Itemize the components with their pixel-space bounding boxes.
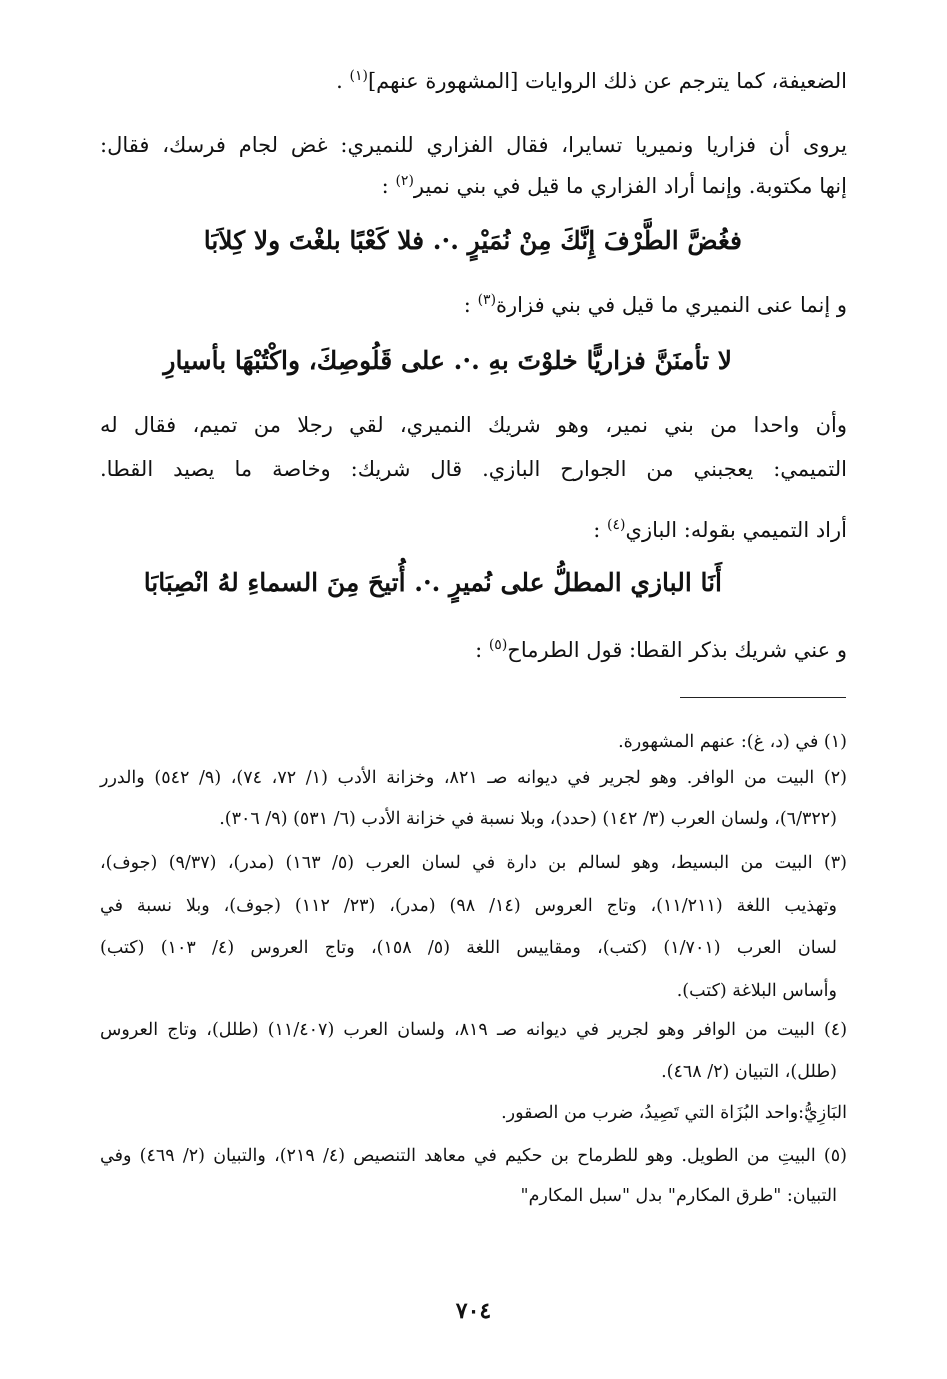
body-line-1 (100, 66, 847, 96)
body-line-7 (100, 515, 847, 545)
footnote-4-gloss: البَازِيُّ:واحد البُزَاة التي تَصِيدُ، ضرب من الصقور. (501, 1103, 847, 1123)
footnote-5-line-2: التبيان: "طرق المكارم" بدل "سبل المكارم" (520, 1186, 837, 1206)
body-text: التميمي: يعجبني من الجوارح البازي. قال شريك: وخاصة ما يصيد القطا. (100, 457, 847, 481)
body-text: أراد التميمي بقوله: البازي (625, 518, 847, 542)
footnote-3-line-3: لسان العرب (١/٧٠١) (كتب)، ومقاييس اللغة (٥/ ١٥٨)، وتاج العروس (٤/ ١٠٣) (كتب) (100, 938, 837, 958)
body-punct: . (336, 69, 343, 93)
footnote-1: (١) في (د، غ): عنهم المشهورة. (618, 732, 847, 752)
body-text: و إنما عنى النميري ما قيل في بني فزارة (496, 293, 847, 317)
body-line-3 (100, 171, 847, 201)
body-text: يروى أن فزاريا ونميريا تسايرا، فقال الفزاري للنميري: غض لجام فرسك، فقال: (100, 133, 847, 157)
verse-1: فغُضَّ الطَّرْفَ إِنَّكَ مِنْ نُمَيْرٍ .·. فلا كَعْبًا بلغْتَ ولا كِلاَبَا (203, 226, 742, 255)
footnote-marker: (٢) (395, 173, 414, 189)
footnote-marker: (٣) (477, 292, 497, 308)
footnote-2-line-1: (٢) البيت من الوافر. وهو لجرير في ديوانه صـ ٨٢١، وخزانة الأدب (١/ ٧٢، ٧٤)، (٩/ ٥٤٢) والدرر (100, 768, 847, 788)
footnote-5-line-1: (٥) البيتِ من الطويل. وهو للطرماح بن حكيم في معاهد التنصيص (٤/ ٢١٩)، والتبيان (٢/ ٤٦٩) وفي (100, 1146, 847, 1166)
body-line-8 (100, 635, 847, 665)
verse-3: أَنَا البازي المطلُّ على نُميرٍ .·. أُتيحَ مِنَ السماءِ لهُ انْصِبَابَا (143, 568, 722, 597)
footnote-4-line-2: (طلل)، التبيان (٢/ ٤٦٨). (661, 1062, 837, 1082)
body-punct: : (475, 638, 483, 662)
footnote-marker: (١) (349, 68, 368, 84)
body-text: الضعيفة، كما يترجم عن ذلك الروايات [المشهورة عنهم] (367, 69, 847, 93)
body-text: إنها مكتوبة. وإنما أراد الفزاري ما قيل في بني نمير (413, 174, 847, 198)
body-punct: : (463, 293, 471, 317)
body-line-6 (100, 454, 847, 484)
footnote-3-line-2: وتهذيب اللغة (١١/٢١١)، وتاج العروس (١٤/ ٩٨) (مدر)، (٢٣/ ١١٢) (جوف)، وبلا نسبة في (100, 896, 837, 916)
body-line-2 (100, 130, 847, 160)
footnote-2-line-2: (٦/٣٢٢)، ولسان العرب (٣/ ١٤٢) (حدد)، وبلا نسبة في خزانة الأدب (٦/ ٥٣١) (٩/ ٣٠٦). (219, 809, 837, 829)
body-text: و عني شريك بذكر القطا: قول الطرماح (507, 638, 847, 662)
body-line-5 (100, 410, 847, 440)
body-line-4 (100, 290, 847, 320)
page-number: ٧٠٤ (455, 1298, 492, 1324)
footnote-3-line-4: وأساس البلاغة (كتب). (676, 981, 837, 1001)
footnote-4-line-1: (٤) البيت من الوافر وهو لجرير في ديوانه صـ ٨١٩، ولسان العرب (١١/٤٠٧) (طلل)، وتاج العروس (100, 1020, 848, 1040)
footnote-separator (680, 697, 846, 698)
body-punct: : (381, 174, 389, 198)
verse-2: لا تأمنَنَّ فزاريًّا خلوْتَ بهِ .·. على قَلُوصِكَ، واكْتُبْهَا بأسيارِ (163, 346, 732, 375)
footnote-marker: (٥) (488, 637, 508, 653)
body-text: وأن واحدا من بني نمير، وهو شريك النميري، لقي رجلا من تميم، فقال له (100, 413, 847, 437)
footnote-3-line-1: (٣) البيت من البسيط، وهو لسالم بن دارة في لسان العرب (٥/ ١٦٣) (مدر)، (٩/٣٧) (جوف)، (100, 853, 847, 873)
footnote-marker: (٤) (607, 517, 626, 533)
body-punct: : (593, 518, 601, 542)
